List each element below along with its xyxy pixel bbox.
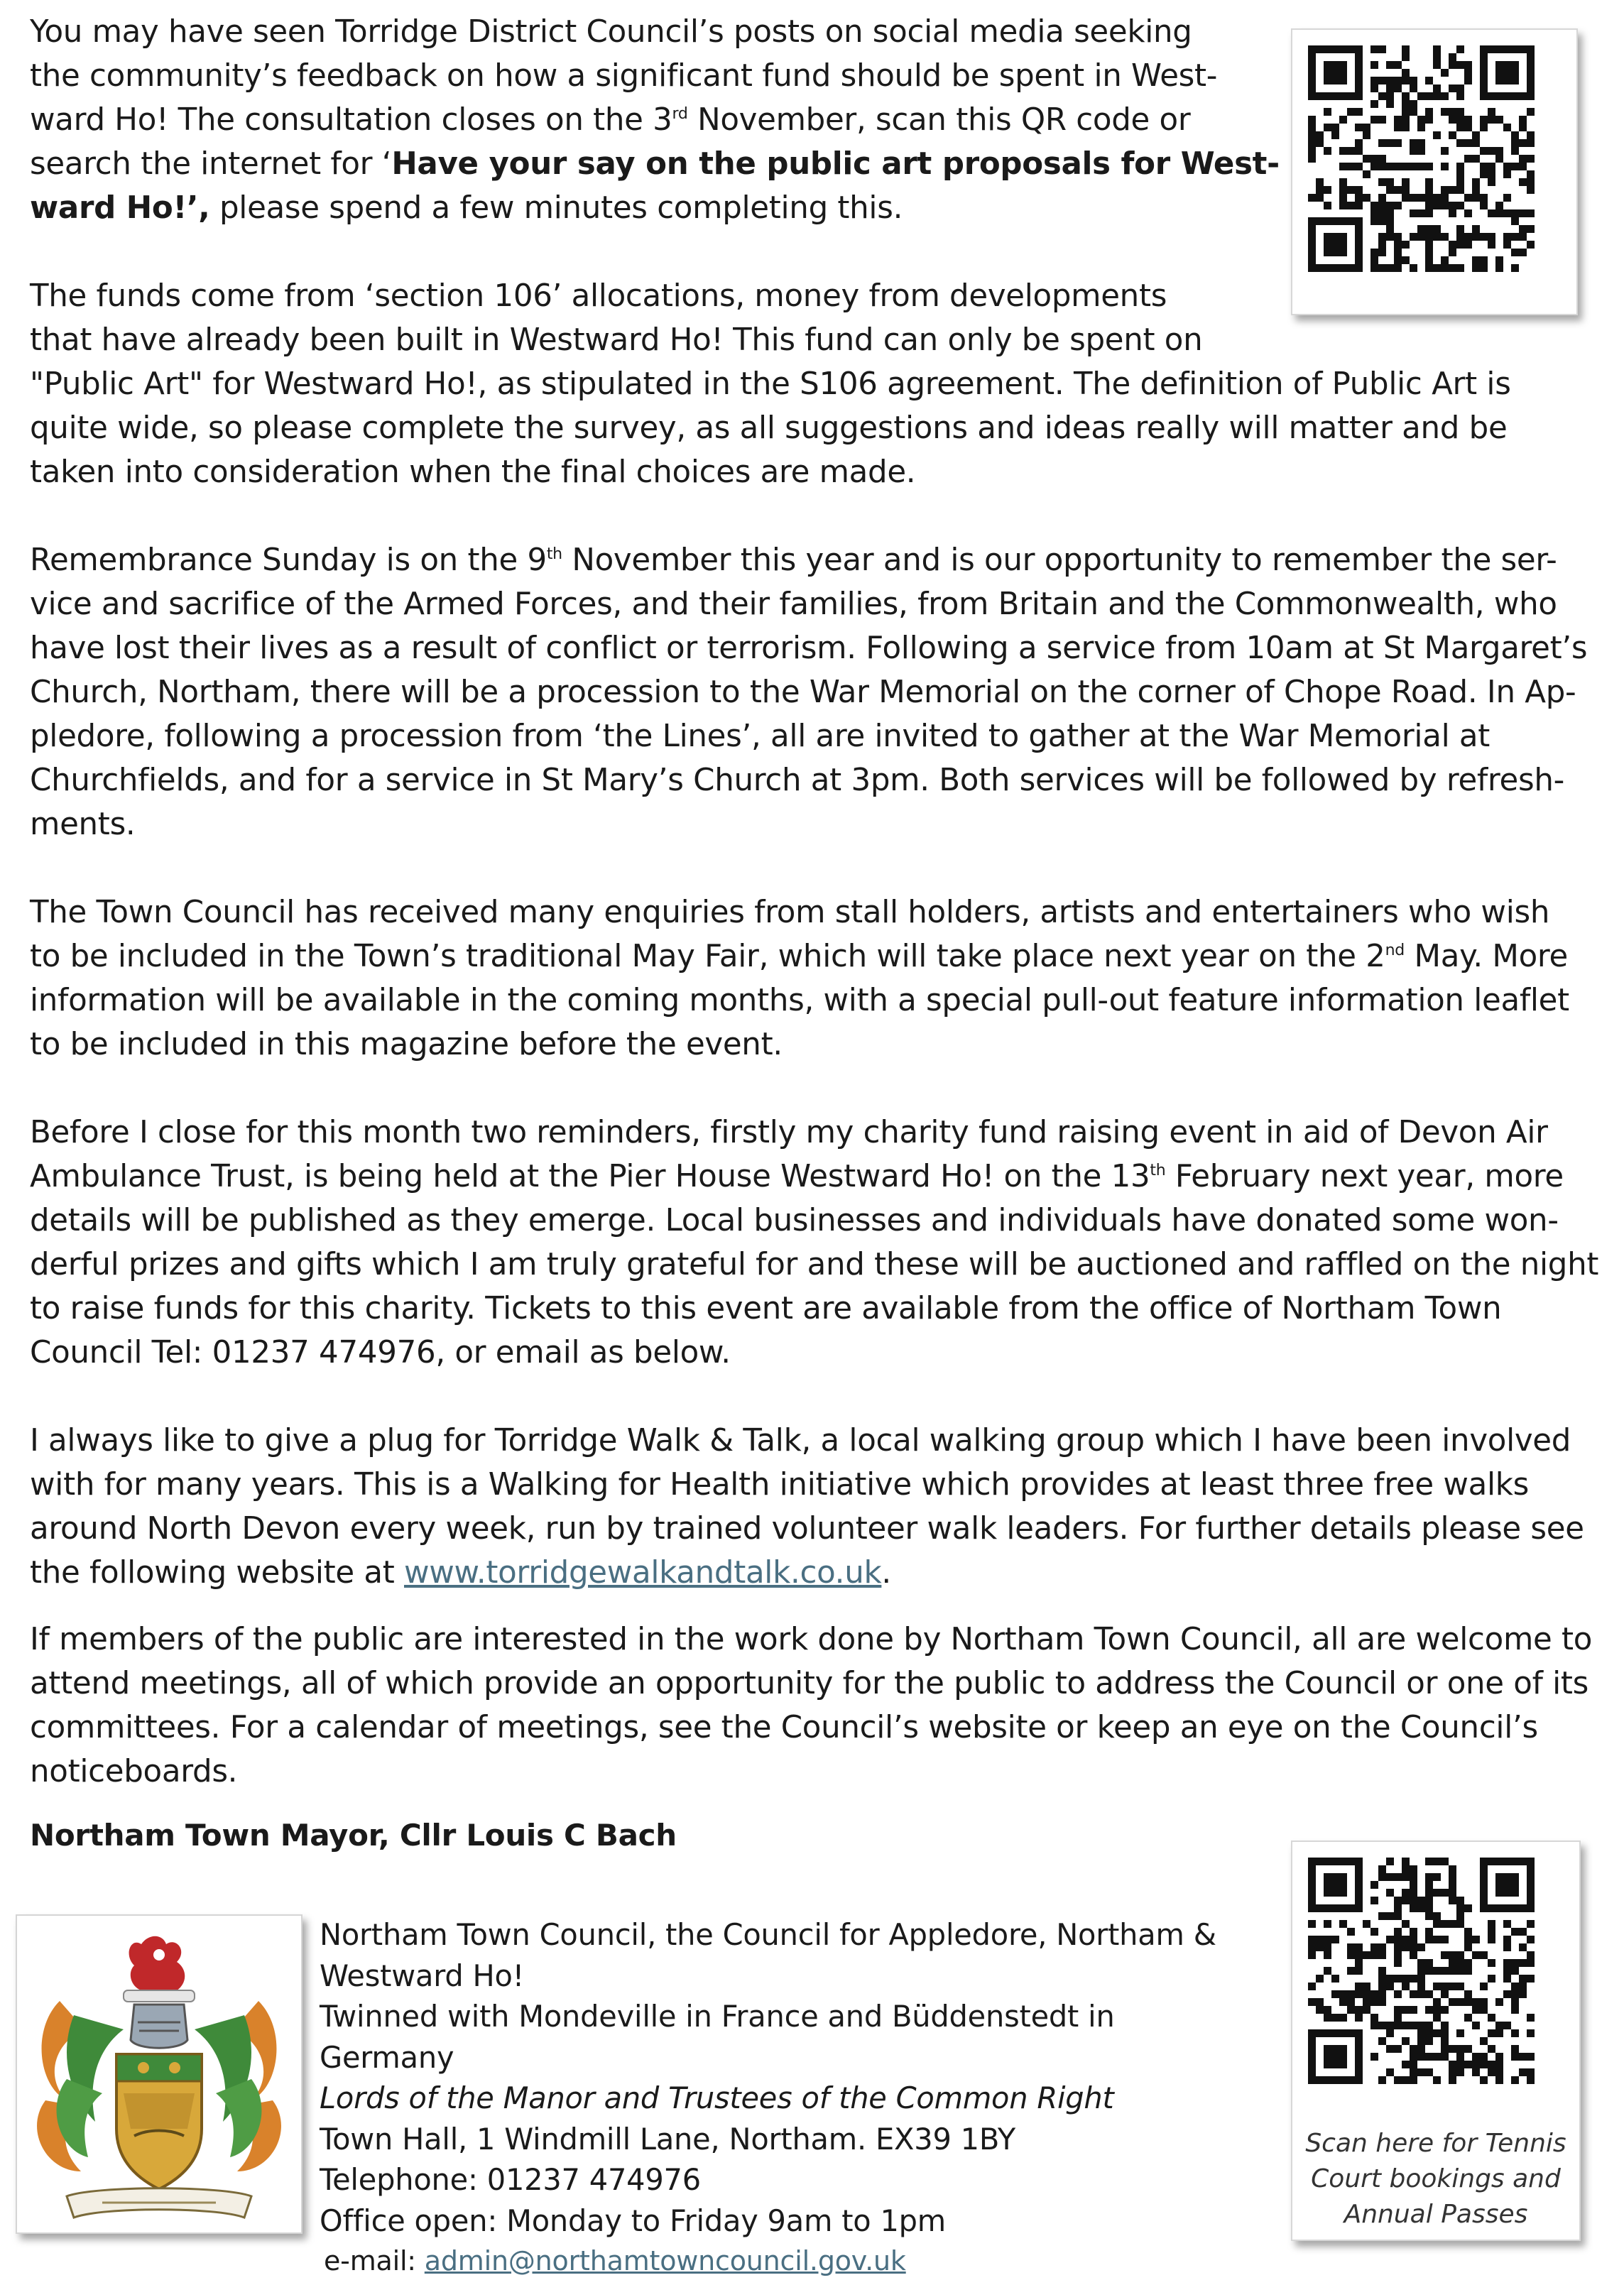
- telephone-line: Telephone: 01237 474976: [320, 2162, 701, 2197]
- text-line: Church, Northam, there will be a procession to the War Memorial on the corner of Chope Road. In Ap-: [30, 675, 1576, 710]
- address-line: Twinned with Mondeville in France and Büddenstedt in: [320, 1999, 1115, 2034]
- text-line: attend meetings, all of which provide an opportunity for the public to address the Council or one of its: [30, 1666, 1589, 1701]
- superscript: nd: [1385, 942, 1405, 959]
- qr-code-icon: [1292, 30, 1576, 314]
- text-line: I always like to give a plug for Torridge Walk & Talk, a local walking group which I have been involved: [30, 1423, 1571, 1458]
- walk-and-talk-link[interactable]: www.torridgewalkandtalk.co.uk: [404, 1555, 882, 1591]
- text-line: the following website at www.torridgewalkandtalk.co.uk.: [30, 1555, 891, 1591]
- superscript: rd: [672, 105, 688, 123]
- address-line: Town Hall, 1 Windmill Lane, Northam. EX39 1BY: [320, 2121, 1015, 2156]
- text-line: noticeboards.: [30, 1754, 238, 1789]
- text-line: The funds come from ‘section 106’ allocations, money from developments: [30, 278, 1167, 314]
- mayor-signature: [30, 1814, 677, 1858]
- paragraph-charity-event: [30, 1111, 1598, 1375]
- superscript: th: [546, 545, 562, 563]
- paragraph-walk-and-talk: [30, 1419, 1584, 1595]
- office-hours-line: Office open: Monday to Friday 9am to 1pm: [320, 2203, 947, 2238]
- coat-of-arms-icon: [17, 1916, 301, 2232]
- qr-caption: Annual Passes: [1344, 2200, 1528, 2229]
- text-line: Council Tel: 01237 474976, or email as below.: [30, 1335, 731, 1370]
- bold-search-phrase: ward Ho!’,: [30, 190, 210, 226]
- text-line: around North Devon every week, run by trained volunteer walk leaders. For further details please see: [30, 1511, 1584, 1547]
- text-line: that have already been built in Westward Ho! This fund can only be spent on: [30, 322, 1203, 358]
- text-line: If members of the public are interested in the work done by Northam Town Council, all are welcome to: [30, 1622, 1593, 1657]
- qr-caption: Court bookings and: [1311, 2164, 1561, 2193]
- text-line: information will be available in the coming months, with a special pull-out feature information leaflet: [30, 983, 1569, 1018]
- address-line: Germany: [320, 2039, 454, 2075]
- council-address-block: [320, 1914, 1250, 2282]
- text-line: quite wide, so please complete the survey, as all suggestions and ideas really will matter and be: [30, 410, 1508, 446]
- paragraph-may-fair: [30, 890, 1569, 1067]
- paragraph-council-meetings: [30, 1618, 1592, 1794]
- text-line: to raise funds for this charity. Tickets to this event are available from the office of Northam Town: [30, 1291, 1502, 1326]
- text-line: Before I close for this month two reminders, firstly my charity fund raising event in aid of Devon Air: [30, 1115, 1548, 1150]
- text-line: vice and sacrifice of the Armed Forces, and their families, from Britain and the Commonwealth, who: [30, 587, 1557, 622]
- text-line: ward Ho! The consultation closes on the 3rd November, scan this QR code or: [30, 102, 1191, 138]
- text-line: ments.: [30, 807, 136, 842]
- qr-caption: Scan here for Tennis: [1305, 2129, 1566, 2158]
- email-link[interactable]: admin@northamtowncouncil.gov.uk: [424, 2245, 906, 2276]
- text-line: Churchfields, and for a service in St Mary’s Church at 3pm. Both services will be followed by refresh-: [30, 763, 1565, 798]
- address-line-italic: Lords of the Manor and Trustees of the Common Right: [320, 2081, 1114, 2115]
- text-line: taken into consideration when the final choices are made.: [30, 454, 916, 490]
- text-line: ward Ho!’, please spend a few minutes completing this.: [30, 190, 903, 226]
- address-line: Northam Town Council, the Council for Appledore, Northam &: [320, 1917, 1216, 1952]
- text-line: have lost their lives as a result of conflict or terrorism. Following a service from 10am at St Margaret’s: [30, 631, 1588, 666]
- text-line: You may have seen Torridge District Council’s posts on social media seeking: [30, 14, 1192, 50]
- paragraph-section-106: [30, 274, 1511, 494]
- text-line: "Public Art" for Westward Ho!, as stipulated in the S106 agreement. The definition of Public Art is: [30, 366, 1511, 402]
- text-line: to be included in the Town’s traditional May Fair, which will take place next year on the 2nd May. More: [30, 939, 1569, 974]
- consultation-qr-code[interactable]: [1291, 28, 1578, 315]
- text-line: to be included in this magazine before the event.: [30, 1027, 783, 1062]
- text-line: with for many years. This is a Walking for Health initiative which provides at least three free walks: [30, 1467, 1530, 1503]
- text-line: search the internet for ‘Have your say on the public art proposals for West-: [30, 146, 1280, 182]
- superscript: th: [1150, 1162, 1166, 1179]
- text-line: committees. For a calendar of meetings, see the Council’s website or keep an eye on the Council’s: [30, 1710, 1538, 1745]
- paragraph-remembrance: [30, 538, 1587, 846]
- tennis-qr-code[interactable]: [1291, 1840, 1581, 2241]
- text-line: pledore, following a procession from ‘the Lines’, all are invited to gather at the War Memorial at: [30, 719, 1490, 754]
- council-crest: [16, 1914, 303, 2234]
- text-line: Ambulance Trust, is being held at the Pier House Westward Ho! on the 13th February next year, more: [30, 1159, 1564, 1194]
- signature-text: Northam Town Mayor, Cllr Louis C Bach: [30, 1818, 677, 1853]
- text-line: The Town Council has received many enquiries from stall holders, artists and entertainers who wish: [30, 895, 1550, 930]
- bold-search-phrase: Have your say on the public art proposals for West-: [391, 146, 1280, 182]
- text-line: derful prizes and gifts which I am truly grateful for and these will be auctioned and raffled on the night: [30, 1247, 1599, 1282]
- address-line: Westward Ho!: [320, 1958, 525, 1993]
- text-line: Remembrance Sunday is on the 9th November this year and is our opportunity to remember the ser-: [30, 542, 1557, 578]
- email-line: e-mail: admin@northamtowncouncil.gov.uk: [324, 2245, 906, 2276]
- text-line: details will be published as they emerge. Local businesses and individuals have donated some won-: [30, 1203, 1559, 1238]
- text-line: the community’s feedback on how a significant fund should be spent in West-: [30, 58, 1218, 94]
- paragraph-consultation: [30, 10, 1280, 230]
- qr-code-icon: [1292, 1842, 1579, 2126]
